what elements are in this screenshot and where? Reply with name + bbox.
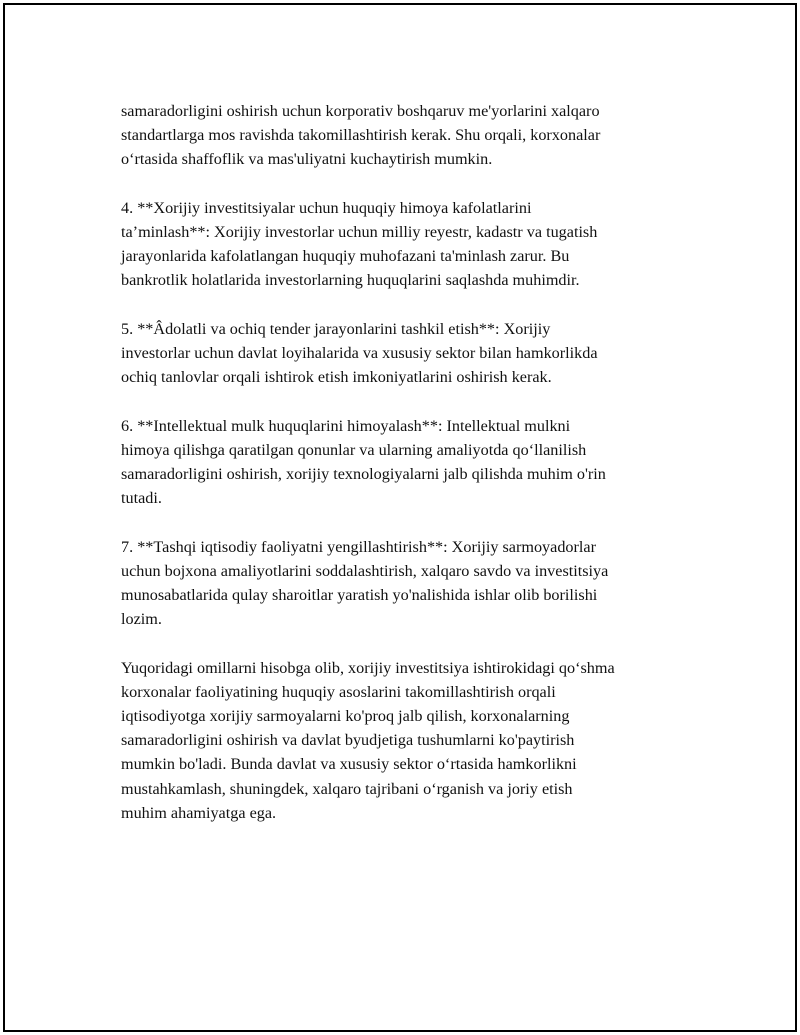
- page-frame: [3, 3, 797, 1032]
- paragraph-item-4: 4. **Xorijiy investitsiyalar uchun huquqiy himoya kafolatlarini ta’minlash**: Xorijiy investorlar uchun milliy reyestr, kadastr va tugatish jarayonlarida kafolatlangan huquqiy muhofazani ta'minlash zarur. Bu bankrotlik holatlarida investorlarning huquqlarini saqlashda muhimdir.: [121, 198, 598, 290]
- paragraph-item-5: 5. **Âdolatli va ochiq tender jarayonlarini tashkil etish**: Xorijiy investorlar uchun davlat loyihalarida va xususiy sektor bilan hamkorlikda ochiq tanlovlar orqali ishtirok etish imkoniyatlarini oshirish kerak.: [121, 319, 598, 387]
- paragraph-item-6: 6. **Intellektual mulk huquqlarini himoyalash**: Intellektual mulkni himoya qilishga qaratilgan qonunlar va ularning amaliyotda qo‘llanilish samaradorligini oshirish, xorijiy texnologiyalarni jalb qilishda muhim o'rin tutadi.: [121, 416, 606, 508]
- paragraph-continuation: samaradorligini oshirish uchun korporativ boshqaruv me'yorlarini xalqaro standartlarga mos ravishda takomillashtirish kerak. Shu orqali, korxonalar o‘rtasida shaffoflik va mas'uliyatni kuchaytirish mumkin.: [121, 102, 601, 169]
- paragraph-conclusion: Yuqoridagi omillarni hisobga olib, xorijiy investitsiya ishtirokidagi qo‘shma korxonalar faoliyatining huquqiy asoslarini takomillashtirish orqali iqtisodiyotga xorijiy sarmoyalarni ko'proq jalb qilish, korxonalarning samaradorligini oshirish va davlat byudjetiga tushumlarni ko'paytirish mumkin bo'ladi. Bunda davlat va xususiy sektor o‘rtasida hamkorlikni mustahkamlash, shuningdek, xalqaro tajribani o‘rganish va joriy etish muhim ahamiyatga ega.: [121, 658, 615, 822]
- paragraph-item-7: 7. **Tashqi iqtisodiy faoliyatni yengillashtirish**: Xorijiy sarmoyadorlar uchun bojxona amaliyotlarini soddalashtirish, xalqaro savdo va investitsiya munosabatlarida qulay sharoitlar yaratish yo'nalishida ishlar olib borilishi lozim.: [121, 537, 609, 629]
- document-body: [121, 99, 701, 825]
